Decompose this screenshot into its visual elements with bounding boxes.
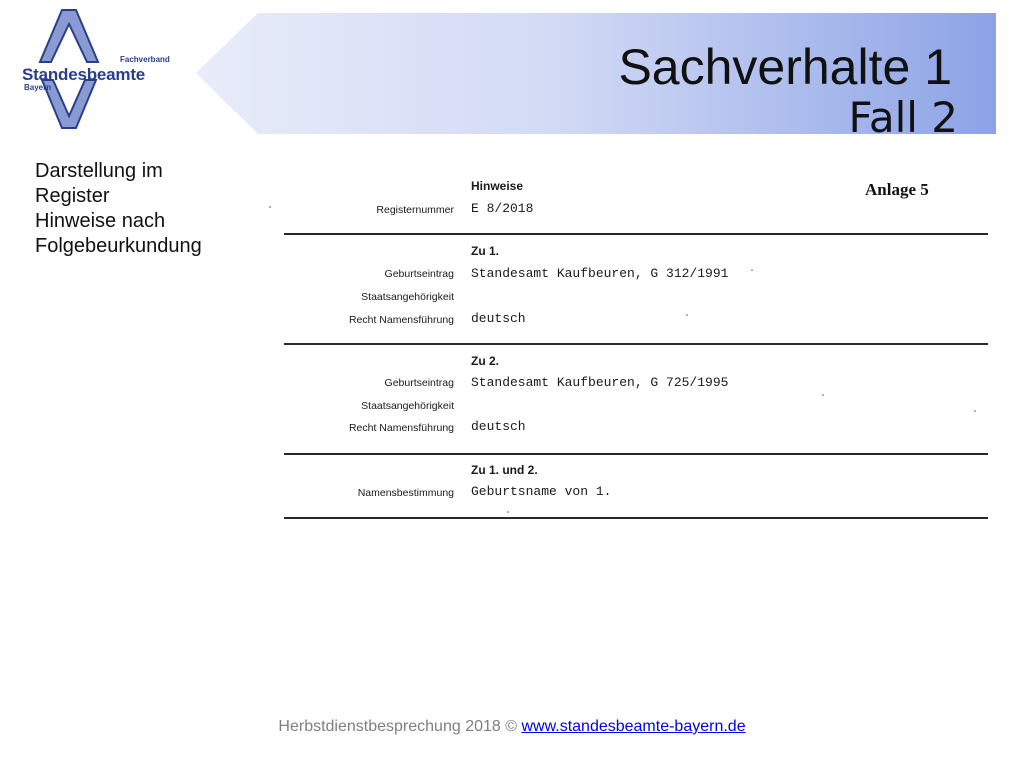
block-heading: Zu 1. bbox=[471, 244, 500, 258]
scan-speck bbox=[507, 511, 509, 513]
registernummer-value: E 8/2018 bbox=[471, 201, 534, 216]
row-label: Geburtseintrag bbox=[384, 377, 454, 389]
footer-link[interactable]: www.standesbeamte-bayern.de bbox=[521, 718, 746, 735]
footer bbox=[0, 718, 1024, 736]
title-banner bbox=[196, 13, 996, 142]
slide-description bbox=[35, 159, 245, 259]
description-line: Hinweise nach bbox=[35, 210, 166, 232]
page-subtitle: Fall 2 bbox=[848, 93, 958, 142]
section-title: Hinweise bbox=[471, 179, 524, 193]
scanned-register-document bbox=[262, 168, 1000, 538]
logo-text-bayern: Bayern bbox=[24, 83, 52, 92]
row-label: Recht Namensführung bbox=[348, 422, 454, 434]
divider bbox=[284, 517, 988, 519]
row-label: Staatsangehörigkeit bbox=[361, 400, 454, 412]
page-title: Sachverhalte 1 bbox=[618, 39, 952, 95]
block-heading: Zu 2. bbox=[471, 354, 500, 368]
logo bbox=[18, 6, 168, 134]
footer-text: Herbstdienstbesprechung 2018 © bbox=[278, 718, 522, 735]
scan-speck bbox=[686, 314, 688, 316]
scan-speck bbox=[269, 206, 271, 208]
row-value: Standesamt Kaufbeuren, G 725/1995 bbox=[471, 375, 729, 390]
scan-speck bbox=[822, 394, 824, 396]
block-heading: Zu 1. und 2. bbox=[471, 463, 538, 477]
row-label: Staatsangehörigkeit bbox=[361, 291, 454, 303]
row-value: deutsch bbox=[471, 311, 526, 326]
row-value: Geburtsname von 1. bbox=[471, 484, 612, 499]
row-value: deutsch bbox=[471, 419, 526, 434]
description-line: Folgebeurkundung bbox=[35, 235, 202, 257]
logo-text-standesbeamte: Standesbeamte bbox=[22, 65, 146, 84]
logo-text-fachverband: Fachverband bbox=[120, 55, 170, 64]
anlage-label: Anlage 5 bbox=[865, 180, 929, 199]
divider bbox=[284, 343, 988, 345]
row-label: Geburtseintrag bbox=[384, 268, 454, 280]
registernummer-label: Registernummer bbox=[376, 204, 454, 216]
scan-speck bbox=[751, 269, 753, 271]
divider bbox=[284, 233, 988, 235]
row-label: Namensbestimmung bbox=[357, 487, 454, 499]
description-line: Darstellung im bbox=[35, 160, 163, 182]
row-label: Recht Namensführung bbox=[348, 314, 454, 326]
row-value: Standesamt Kaufbeuren, G 312/1991 bbox=[471, 266, 729, 281]
description-line: Register bbox=[35, 185, 110, 207]
divider bbox=[284, 453, 988, 455]
scan-speck bbox=[974, 410, 976, 412]
